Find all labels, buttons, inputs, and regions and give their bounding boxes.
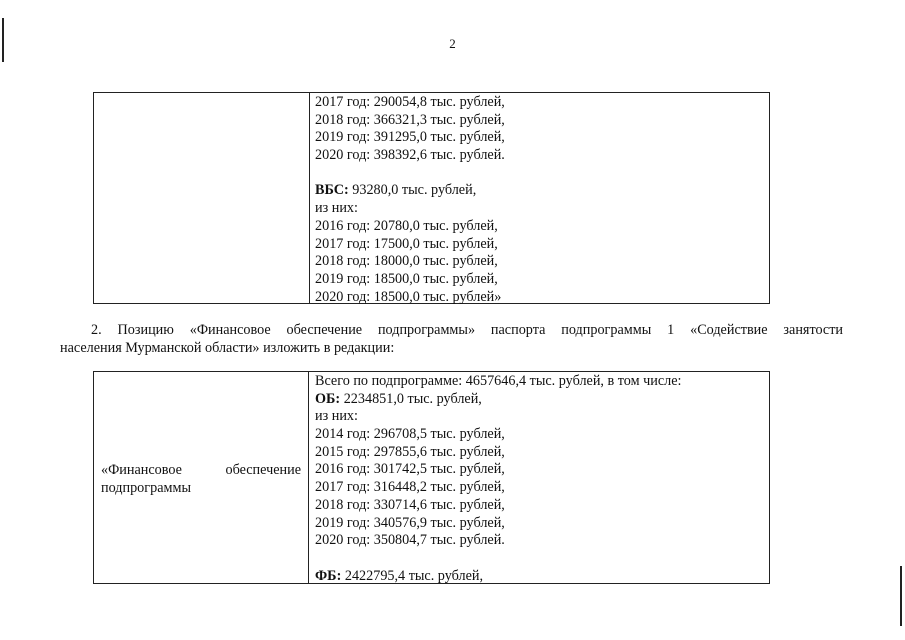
position-name-word: «Финансовое xyxy=(101,462,182,478)
amendment-paragraph xyxy=(60,322,843,357)
funding-line: 2016 год: 301742,5 тыс. рублей, xyxy=(315,461,505,478)
funding-line: из них: xyxy=(315,200,358,217)
position-name-cell xyxy=(101,462,301,497)
funding-line: 2014 год: 296708,5 тыс. рублей, xyxy=(315,426,505,443)
funding-line: 2017 год: 290054,8 тыс. рублей, xyxy=(315,94,505,110)
funding-table-new xyxy=(93,371,770,584)
page-number: 2 xyxy=(449,36,456,51)
funding-line: 2016 год: 20780,0 тыс. рублей, xyxy=(315,217,498,234)
position-name-line-2: подпрограммы xyxy=(101,479,191,496)
funding-line: 2020 год: 18500,0 тыс. рублей» xyxy=(315,288,502,305)
ob-label: ОБ: xyxy=(315,390,341,407)
vbs-value: 93280,0 тыс. рублей, xyxy=(348,182,477,199)
funding-line: 2019 год: 340576,9 тыс. рублей, xyxy=(315,514,505,531)
funding-details-cell xyxy=(315,373,681,585)
funding-line: 2019 год: 391295,0 тыс. рублей, xyxy=(315,129,505,146)
column-divider xyxy=(309,93,310,303)
total-line: Всего по подпрограмме: 4657646,4 тыс. рублей, в том числе: xyxy=(315,373,682,389)
funding-line: 2018 год: 330714,6 тыс. рублей, xyxy=(315,496,505,513)
funding-line: 2020 год: 350804,7 тыс. рублей. xyxy=(315,532,505,549)
funding-line: 2017 год: 17500,0 тыс. рублей, xyxy=(315,235,498,252)
ob-total-line xyxy=(315,391,681,409)
fb-total-line xyxy=(315,568,681,586)
funding-line: 2015 год: 297855,6 тыс. рублей, xyxy=(315,443,505,460)
funding-table-continued xyxy=(93,92,770,304)
vbs-label: ВБС: xyxy=(315,182,349,199)
paragraph-line-1: 2. Позицию «Финансовое обеспечение подпрограммы» паспорта подпрограммы 1 «Содействие занятости xyxy=(91,322,843,338)
ob-value: 2234851,0 тыс. рублей, xyxy=(340,390,482,407)
funding-line: 2018 год: 18000,0 тыс. рублей, xyxy=(315,253,498,270)
fb-label: ФБ: xyxy=(315,567,342,584)
funding-details-cell xyxy=(315,94,505,306)
vbs-total-line xyxy=(315,182,505,200)
fb-value: 2422795,4 тыс. рублей, xyxy=(341,567,484,584)
funding-line: 2017 год: 316448,2 тыс. рублей, xyxy=(315,479,505,496)
funding-line: 2019 год: 18500,0 тыс. рублей, xyxy=(315,270,498,287)
funding-line: 2018 год: 366321,3 тыс. рублей, xyxy=(315,111,505,128)
funding-line: из них: xyxy=(315,408,358,425)
scan-edge-mark-right xyxy=(900,566,902,626)
position-name-word: обеспечение xyxy=(225,462,301,478)
funding-line: 2020 год: 398392,6 тыс. рублей. xyxy=(315,147,505,164)
column-divider xyxy=(308,372,309,583)
paragraph-line-2: населения Мурманской области» изложить в редакции: xyxy=(60,339,395,356)
position-name-line-1 xyxy=(101,462,301,480)
